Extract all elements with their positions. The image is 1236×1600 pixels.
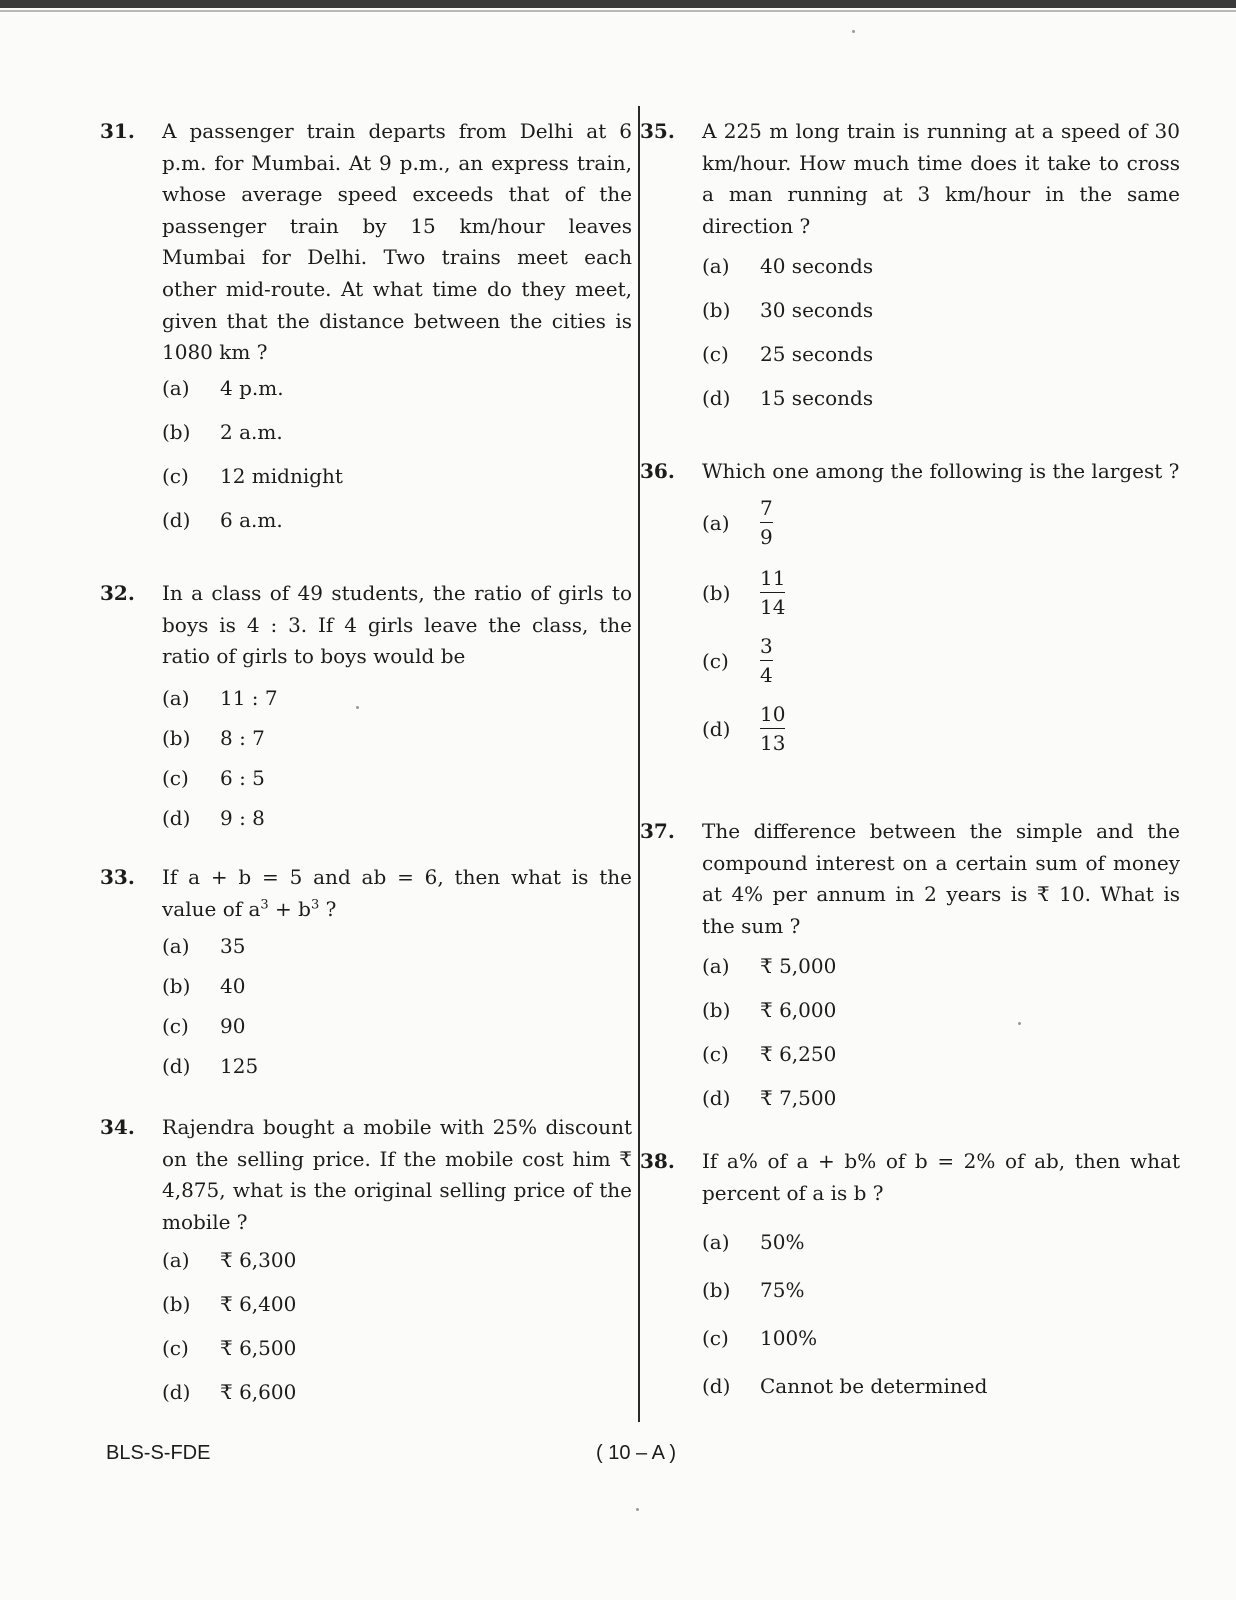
option-label: (a): [162, 1248, 190, 1272]
option-text: 4 p.m.: [220, 376, 284, 400]
option-c[interactable]: [702, 1324, 817, 1352]
option-label: (a): [702, 510, 730, 535]
option-a[interactable]: [702, 252, 873, 280]
option-label: (a): [702, 954, 730, 978]
fraction-bar: [760, 728, 785, 729]
option-label: (b): [702, 1278, 731, 1302]
fraction-bar: [760, 522, 773, 523]
option-b[interactable]: [162, 418, 283, 446]
option-text: 6 a.m.: [220, 508, 283, 532]
option-b[interactable]: [702, 296, 873, 324]
option-text: 2 a.m.: [220, 420, 283, 444]
option-label: (b): [702, 580, 731, 605]
option-c[interactable]: [162, 462, 343, 490]
scan-speck: [1018, 1022, 1021, 1025]
scan-speck: [636, 1508, 639, 1511]
option-text: 15 seconds: [760, 386, 874, 410]
option-text: 40 seconds: [760, 254, 874, 278]
option-label: (d): [702, 1086, 731, 1110]
option-text: ₹ 6,500: [220, 1336, 297, 1360]
option-label: (c): [162, 766, 189, 790]
option-text: 25 seconds: [760, 342, 874, 366]
option-text: 11 : 7: [220, 686, 278, 710]
option-d[interactable]: [162, 506, 283, 534]
option-text: 35: [220, 934, 246, 958]
option-b[interactable]: [702, 1276, 804, 1304]
option-label: (a): [702, 254, 730, 278]
numerator: 7: [760, 496, 773, 520]
option-d[interactable]: [162, 1378, 296, 1406]
option-label: (d): [162, 806, 191, 830]
option-text: 40: [220, 974, 246, 998]
option-c[interactable]: [162, 1334, 296, 1362]
exponent: 3: [310, 896, 320, 912]
denominator: 14: [760, 595, 786, 619]
option-text: 125: [220, 1054, 259, 1078]
question-number: 32.: [100, 581, 135, 605]
option-d[interactable]: [702, 702, 785, 755]
option-c[interactable]: [162, 764, 265, 792]
option-text: 12 midnight: [220, 464, 343, 488]
numerator: 10: [760, 702, 786, 726]
option-label: (a): [162, 376, 190, 400]
scan-speck: [852, 30, 855, 33]
option-a[interactable]: [162, 932, 245, 960]
option-label: (b): [162, 1292, 191, 1316]
option-label: (c): [162, 1014, 189, 1038]
option-label: (b): [162, 726, 191, 750]
denominator: 9: [760, 525, 773, 549]
question-stem: [162, 862, 632, 925]
option-label: (c): [702, 1326, 729, 1350]
option-label: (c): [162, 464, 189, 488]
stem-text: If a + b = 5 and ab = 6, then what is the value of a: [162, 865, 632, 921]
option-label: (d): [162, 1380, 191, 1404]
option-label: (c): [702, 1042, 729, 1066]
option-label: (d): [702, 1374, 731, 1398]
option-a[interactable]: [702, 496, 773, 549]
option-d[interactable]: [702, 1372, 987, 1400]
exponent: 3: [260, 896, 269, 912]
option-text: ₹ 5,000: [760, 954, 837, 978]
option-text: 75%: [760, 1278, 805, 1302]
scan-top-edge: [0, 0, 1236, 8]
question-number: 38.: [640, 1149, 675, 1173]
question-stem: Rajendra bought a mobile with 25% discount on the selling price. If the mobile cost him ₹ 4,875, what is the original selling price of the mobile ?: [162, 1115, 632, 1234]
fraction: [760, 634, 773, 687]
denominator: 4: [760, 663, 773, 687]
question-number: 33.: [100, 865, 135, 889]
option-c[interactable]: [702, 340, 873, 368]
scan-speck: [356, 706, 359, 709]
option-text: 100%: [760, 1326, 818, 1350]
question-number: 36.: [640, 459, 675, 483]
stem-text: ?: [319, 896, 337, 921]
option-text: 9 : 8: [220, 806, 265, 830]
option-a[interactable]: [162, 684, 278, 712]
numerator: 3: [760, 634, 773, 658]
option-text: 8 : 7: [220, 726, 265, 750]
option-a[interactable]: [162, 1246, 296, 1274]
option-b[interactable]: [162, 724, 265, 752]
option-b[interactable]: [162, 972, 245, 1000]
option-c[interactable]: [162, 1012, 245, 1040]
option-label: (a): [162, 934, 190, 958]
option-label: (c): [162, 1336, 189, 1360]
option-d[interactable]: [702, 384, 873, 412]
denominator: 13: [760, 731, 786, 755]
option-label: (c): [702, 342, 729, 366]
option-label: (d): [702, 386, 731, 410]
option-label: (c): [702, 648, 729, 673]
question-stem: The difference between the simple and the compound interest on a certain sum of money at 4% per annum in 2 years is ₹ 10. What is the sum ?: [702, 819, 1180, 938]
option-text: ₹ 6,300: [220, 1248, 297, 1272]
fraction: [760, 496, 773, 549]
question-number: 31.: [100, 119, 135, 143]
option-c[interactable]: [702, 634, 773, 687]
option-label: (b): [702, 998, 731, 1022]
option-text: ₹ 6,600: [220, 1380, 297, 1404]
option-text: 90: [220, 1014, 246, 1038]
option-label: (d): [162, 508, 191, 532]
option-text: 50%: [760, 1230, 805, 1254]
option-text: 6 : 5: [220, 766, 265, 790]
option-label: (b): [162, 974, 191, 998]
paper-code: BLS-S-FDE: [106, 1442, 211, 1464]
fraction: [760, 566, 785, 619]
option-text: ₹ 6,000: [760, 998, 837, 1022]
option-d[interactable]: [162, 1052, 258, 1080]
option-a[interactable]: [702, 1228, 804, 1256]
scan-top-edge-shadow: [0, 10, 1236, 12]
option-label: (a): [702, 1230, 730, 1254]
fraction-bar: [760, 592, 785, 593]
question-stem: A passenger train departs from Delhi at 6 p.m. for Mumbai. At 9 p.m., an express train, whose average speed exceeds that of the passenger train by 15 km/hour leaves Mumbai for Delhi. Two trains meet each other mid-route. At what time do they meet, given that the distance between the cities is 1080 km ?: [162, 119, 632, 365]
question-stem: A 225 m long train is running at a speed of 30 km/hour. How much time does it take to cross a man running at 3 km/hour in the same direction ?: [702, 119, 1180, 238]
option-d[interactable]: [162, 804, 265, 832]
page-number: ( 10 – A ): [596, 1442, 677, 1464]
option-b[interactable]: [702, 566, 785, 619]
option-text: ₹ 6,400: [220, 1292, 297, 1316]
option-label: (b): [702, 298, 731, 322]
option-a[interactable]: [162, 374, 284, 402]
stem-text: + b: [268, 896, 311, 921]
option-c[interactable]: [702, 1040, 836, 1068]
question-number: 34.: [100, 1115, 135, 1139]
option-d[interactable]: [702, 1084, 836, 1112]
fraction-bar: [760, 660, 773, 661]
option-label: (d): [162, 1054, 191, 1078]
option-text: 30 seconds: [760, 298, 874, 322]
option-b[interactable]: [702, 996, 836, 1024]
option-label: (d): [702, 716, 731, 741]
question-stem: If a% of a + b% of b = 2% of ab, then what percent of a is b ?: [702, 1149, 1180, 1205]
option-label: (a): [162, 686, 190, 710]
option-text: ₹ 7,500: [760, 1086, 837, 1110]
question-stem: In a class of 49 students, the ratio of girls to boys is 4 : 3. If 4 girls leave the class, the ratio of girls to boys would be: [162, 581, 632, 669]
question-number: 37.: [640, 819, 675, 843]
option-text: ₹ 6,250: [760, 1042, 837, 1066]
column-divider: [638, 106, 640, 1422]
question-stem: Which one among the following is the largest ?: [702, 459, 1180, 483]
option-label: (b): [162, 420, 191, 444]
option-text: Cannot be determined: [760, 1374, 988, 1398]
option-b[interactable]: [162, 1290, 296, 1318]
fraction: [760, 702, 785, 755]
question-number: 35.: [640, 119, 675, 143]
numerator: 11: [760, 566, 786, 590]
option-a[interactable]: [702, 952, 836, 980]
